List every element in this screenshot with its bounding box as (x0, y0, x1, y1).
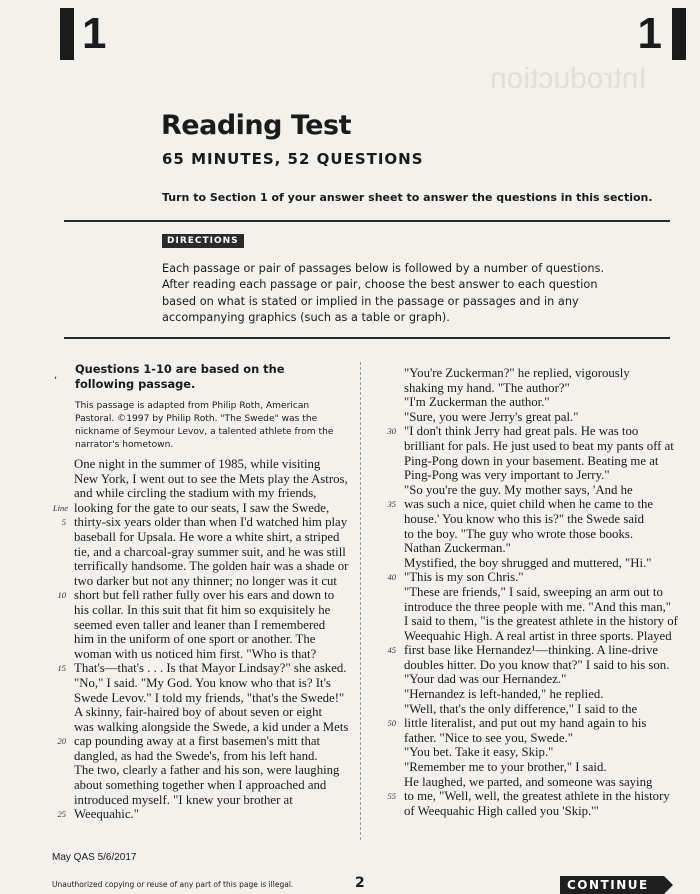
source-note: This passage is adapted from Philip Roth, American Pastoral. ©1997 by Philip Roth. "The Swede" was the nickname of Seymour Levov, a talented athlete from the narrator's hometown. (75, 401, 334, 450)
passage-line-text: terrifically handsome. The golden hair was a shade or (74, 559, 349, 574)
line-number: 30 (387, 426, 396, 437)
passage-line-text: to me, "Well, well, the greatest athlete in the history (404, 789, 670, 804)
passage-line-text: shaking my hand. "The author?" (404, 380, 570, 395)
passage-right-column (387, 366, 678, 818)
passage-line (74, 719, 349, 735)
column-divider (360, 362, 361, 840)
passage-line (404, 381, 674, 396)
passage-line (52, 500, 344, 516)
passage-line-text: doubles hitter. Do you know that?" I said to his son. (404, 657, 670, 672)
page-title: Reading Test (161, 110, 351, 141)
passage-line (61, 515, 348, 530)
passage-line-text: to the boy. "The guy who wrote those books. (404, 526, 634, 541)
divider-bottom (64, 337, 670, 339)
passage-line-text: That's—that's . . . Is that Mayor Lindsay?" she asked. (74, 661, 347, 676)
passage-line-text: "Sure, you were Jerry's great pal." (404, 409, 579, 424)
passage-line (74, 778, 344, 793)
passage-line (387, 497, 674, 512)
line-number: 45 (387, 645, 396, 656)
passage-line-text: was such a nice, quiet child when he came to the (404, 497, 654, 512)
passage-line (404, 687, 674, 702)
passage-line-text: baseball for Upsala. He wore a white shirt, a striped (74, 529, 340, 544)
line-number: 55 (387, 791, 396, 802)
passage-line (404, 658, 674, 673)
passage-line (387, 789, 674, 804)
passage-line (74, 574, 344, 589)
passage-line (404, 614, 678, 629)
line-number: 10 (57, 590, 66, 601)
passage-line-text: The two, clearly a father and his son, were laughing (74, 763, 340, 778)
passage-line-text: Swede Levov." I told my friends, "that's the Swede!" (74, 690, 345, 705)
passage-line-text: He laughed, we parted, and someone was saying (404, 774, 653, 789)
passage-line-text: two darker but not any thinner; no longer was it cut (74, 573, 337, 588)
continue-arrow-icon (664, 876, 673, 894)
line-number: 25 (57, 809, 66, 820)
passage-line-text: Ping-Pong was very important to Jerry." (404, 468, 610, 483)
line-number: 20 (57, 736, 66, 747)
passage-left-column (52, 457, 349, 822)
passage-line (404, 468, 674, 483)
passage-line (404, 366, 674, 381)
passage-line (74, 691, 344, 706)
passage-line (74, 457, 344, 472)
passage-line (74, 647, 344, 662)
answer-sheet-instruction: Turn to Section 1 of your answer sheet to answer the questions in this section. (162, 191, 653, 204)
continue-banner: CONTINUE (560, 876, 664, 894)
passage-line (404, 731, 674, 746)
passage-line (404, 672, 674, 687)
passage-line (74, 471, 348, 487)
section-bar-right (672, 8, 686, 60)
passage-line-text: Mystified, the boy shrugged and muttered, "Hi." (404, 555, 652, 570)
passage-line-text: and while circling the stadium with my friends, (74, 486, 317, 501)
passage-line-text: father. "Nice to see you, Swede." (404, 730, 573, 745)
divider-top (64, 220, 670, 222)
line-number: Line (52, 502, 68, 513)
show-through-heading: Introduction (490, 62, 647, 95)
passage-line (57, 807, 344, 822)
passage-line (57, 588, 344, 603)
passage-line-text: his collar. In this suit that fit him so exquisitely he (74, 602, 331, 617)
passage-line (404, 512, 674, 527)
passage-line-text: introduced myself. "I knew your brother at (74, 792, 293, 807)
passage-line-text: "No," I said. "My God. You know who that is? It's (74, 675, 331, 690)
passage-line (74, 545, 344, 560)
passage-line-text: first base like Hernandez¹—thinking. A line-drive (404, 643, 659, 658)
passage-line (404, 556, 674, 571)
passage-line-text: woman with us noticed him first. "Who is that? (74, 646, 317, 661)
passage-line (404, 600, 674, 615)
passage-line-text: Ping-Pong down in your basement. Beating me at (404, 453, 659, 468)
passage-line-text: dangled, as had the Swede's, from his left hand. (74, 748, 318, 763)
passage-line-text: little literalist, and put out my hand again to his (404, 716, 647, 731)
passage-line (404, 804, 674, 819)
passage-line (74, 793, 344, 808)
passage-line (74, 530, 344, 545)
passage-line-text: "I'm Zuckerman the author." (404, 395, 550, 410)
passage-line (74, 559, 349, 574)
section-bar-left (60, 8, 74, 60)
passage-line-text: "Remember me to your brother," I said. (404, 760, 607, 775)
passage-line (74, 763, 344, 778)
passage-line (57, 661, 347, 676)
passage-line (404, 745, 674, 760)
passage-line (404, 775, 674, 790)
passage-line (74, 676, 344, 691)
passage-line-text: seemed even taller and leaner than I remembered (74, 617, 326, 632)
passage-line (387, 570, 674, 585)
passage-line-text: Nathan Zuckerman." (404, 541, 511, 556)
passage-line (74, 705, 344, 720)
passage-line-text: Weequahic." (74, 807, 139, 822)
line-number: 35 (387, 499, 396, 510)
passage-line-text: tie, and a charcoal-gray summer suit, and he was still (74, 544, 346, 559)
section-number-left: 1 (82, 9, 107, 58)
passage-line-text: him in the uniform of one sport or another. The (74, 632, 316, 647)
directions-label: DIRECTIONS (162, 234, 244, 248)
passage-line (74, 618, 344, 633)
passage-line (404, 410, 674, 425)
page-number: 2 (355, 875, 365, 891)
passage-line (74, 603, 344, 618)
line-number: 5 (61, 517, 66, 528)
passage-line-text: "I don't think Jerry had great pals. He was too (404, 424, 639, 439)
passage-line-text: cap pounding away at a first basemen's mitt that (74, 734, 321, 749)
passage-line (387, 424, 674, 439)
passage-line-text: introduce the three people with me. "And this man," (404, 599, 672, 614)
passage-line-text: looking for the gate to our seats, I saw the Swede, (74, 500, 330, 515)
passage-line (404, 585, 674, 600)
passage-line-text: was walking alongside the Swede, a kid under a Mets (74, 719, 349, 734)
passage-line (404, 454, 674, 469)
form-id: May QAS 5/6/2017 (52, 852, 137, 863)
questions-heading: Questions 1-10 are based on the following passage. (75, 362, 285, 391)
passage-line (387, 716, 674, 731)
line-number: 15 (57, 663, 66, 674)
passage-line (404, 439, 674, 454)
passage-line-text: thirty-six years older than when I'd watched him play (74, 515, 348, 530)
passage-line-text: Weequahic High. A real artist in three sports. Played (404, 628, 672, 643)
passage-line (387, 643, 674, 658)
passage-line-text: "Your dad was our Hernandez." (404, 672, 567, 687)
passage-line-text: "You bet. Take it easy, Skip." (404, 745, 554, 760)
test-timing: 65 MINUTES, 52 QUESTIONS (162, 150, 424, 168)
section-number-right: 1 (637, 9, 662, 58)
passage-line-text: "You're Zuckerman?" he replied, vigorously (404, 366, 630, 380)
bullet-mark: , (54, 370, 58, 381)
passage-line-text: "Hernandez is left-handed," he replied. (404, 687, 604, 702)
passage-line (404, 527, 674, 542)
directions-text: Each passage or pair of passages below is followed by a number of questions. After reading each passage or pair, choose the best answer to each question based on what is stated or implied in the passage or passages and in any accompanying graphics (such as a table or graph). (162, 262, 605, 324)
passage-line-text: short but fell rather fully over his ears and down to (74, 588, 335, 603)
passage-line-text: "Well, that's the only difference," I said to the (404, 701, 638, 716)
passage-line (404, 395, 674, 410)
passage-line-text: brilliant for pals. He just used to beat my pants off at (404, 438, 674, 453)
line-number: 50 (387, 718, 396, 729)
passage-line (74, 486, 344, 501)
passage-line (404, 702, 674, 717)
passage-line (74, 749, 344, 764)
passage-line-text: New York, I went out to see the Mets play the Astros, (74, 471, 348, 486)
passage-line (404, 483, 674, 498)
passage-line-text: "This is my son Chris." (404, 570, 524, 585)
passage-line-text: about something together when I approached and (74, 778, 327, 793)
line-number: 40 (387, 572, 396, 583)
passage-line (74, 632, 344, 647)
passage-line-text: One night in the summer of 1985, while visiting (74, 457, 321, 471)
passage-line (404, 760, 674, 775)
passage-line (404, 629, 674, 644)
passage-line-text: A skinny, fair-haired boy of about seven or eight (74, 705, 323, 720)
copyright-notice: Unauthorized copying or reuse of any part of this page is illegal. (52, 880, 294, 889)
passage-line-text: "These are friends," I said, sweeping an arm out to (404, 584, 663, 599)
passage-line (404, 541, 674, 556)
passage-line-text: house.' You know who this is?" the Swede said (404, 511, 645, 526)
passage-line-text: I said to them, "is the greatest athlete in the history of (404, 614, 678, 629)
passage-line-text: of Weequahic High called you 'Skip.'" (404, 803, 599, 818)
passage-line (57, 734, 344, 749)
passage-line-text: "So you're the guy. My mother says, 'And he (404, 482, 633, 497)
